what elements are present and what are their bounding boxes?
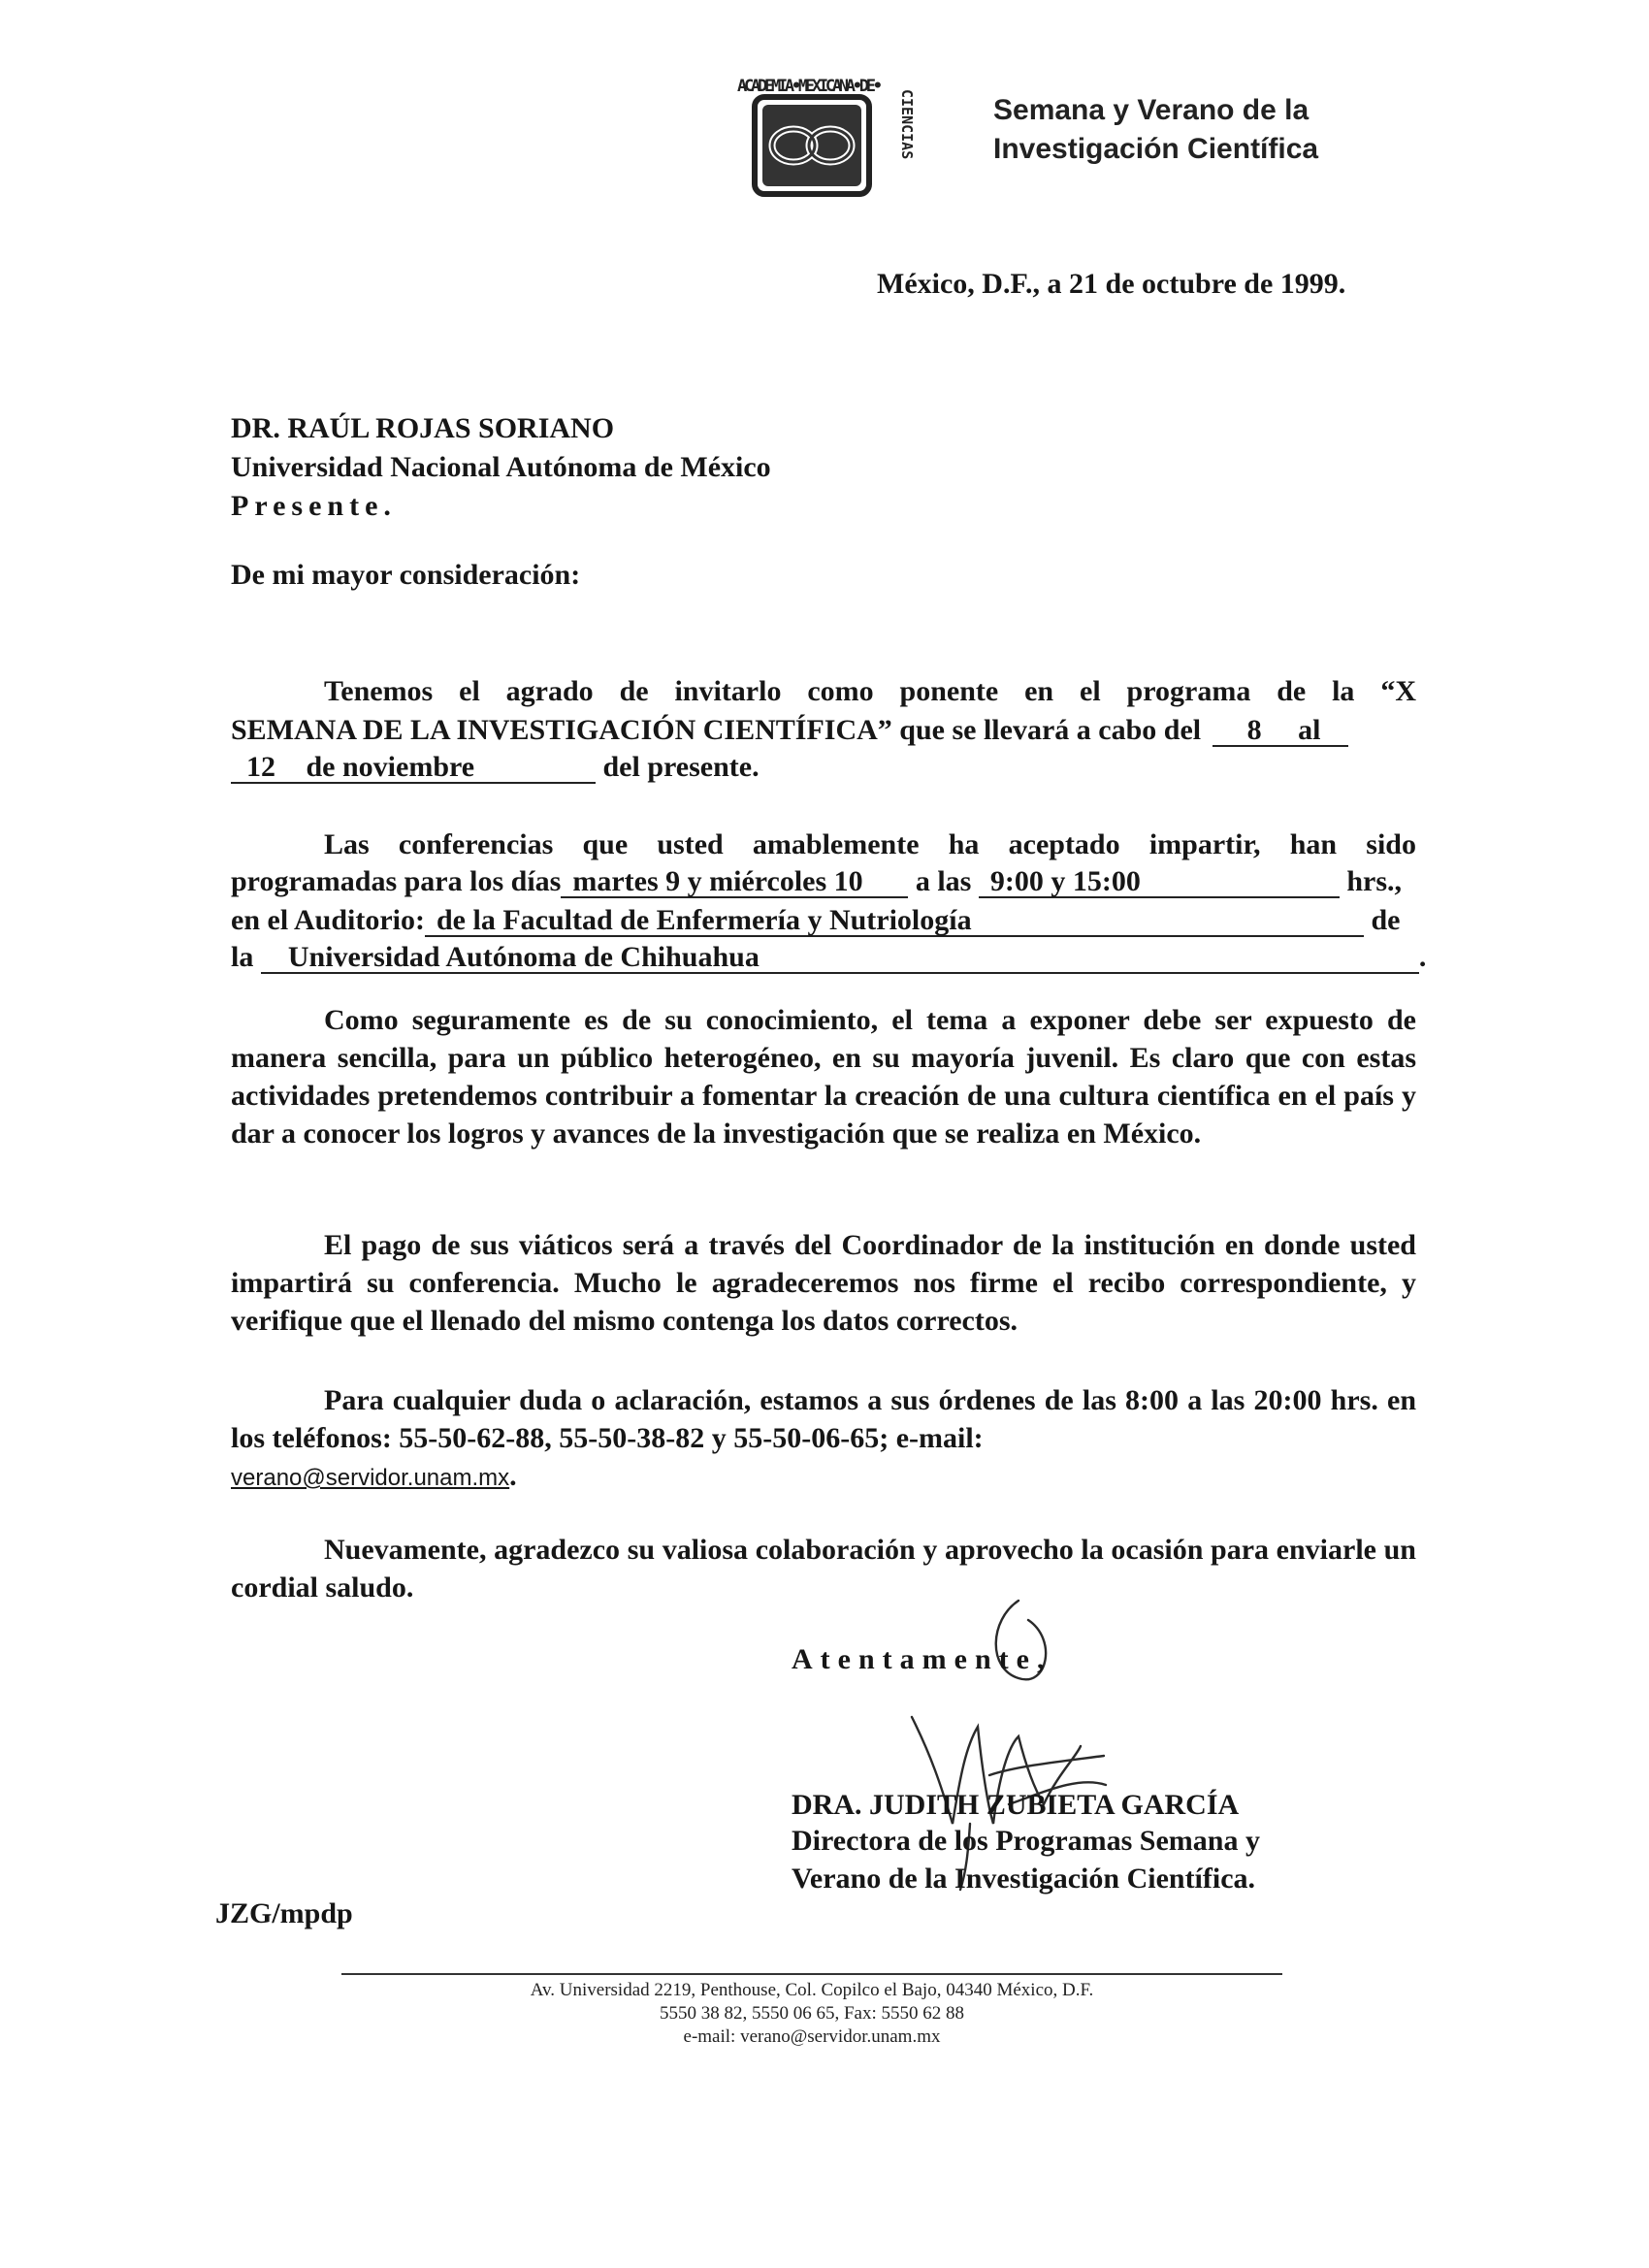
conferences-hours-tail: hrs., (1346, 865, 1403, 897)
program-title-line2: Investigación Científica (993, 133, 1319, 165)
paragraph-thanks: Nuevamente, agradezco su valiosa colaboración y aprovecho la ocasión para enviarle un cordial saludo. (231, 1534, 1416, 1604)
invitation-line1 (231, 675, 1416, 708)
closing: Atentamente, (792, 1643, 1052, 1675)
conferences-hours-lead: a las (915, 865, 972, 897)
paragraph-contact (231, 1381, 1416, 1497)
signer-title-line1: Directora de los Programas Semana y (792, 1825, 1260, 1857)
conferences-days-field (561, 867, 908, 898)
invitation-line1-text: Tenemos el agrado de invitarlo como ponente en el programa de la “X (324, 675, 1416, 707)
contact-text: Para cualquier duda o aclaración, estamos a sus órdenes de las 8:00 a las 20:00 hrs. en los teléfonos: 55-50-62-88, 55-50-38-82 y 55-50-06-65; e-mail: (231, 1384, 1416, 1454)
conferences-days-line (231, 865, 1416, 898)
program-title (993, 91, 1439, 169)
footer-address: Av. Universidad 2219, Penthouse, Col. Copilco el Bajo, 04340 México, D.F. (530, 1980, 1094, 2000)
conferences-line1 (231, 828, 1416, 861)
paragraph-conduct: Como seguramente es de su conocimiento, el tema a exponer debe ser expuesto de manera sencilla, para un público heterogéneo, en su mayoría juvenil. Es claro que con estas actividades pretendemos contribuir a fomentar la creación de una cultura científica en el país y dar a conocer los logros y avances de la investigación que se realiza en México. (231, 1004, 1416, 1150)
invitation-line3 (231, 751, 1416, 784)
footer-divider (341, 1973, 1282, 1975)
conferences-university-tail: . (1418, 941, 1427, 973)
invitation-tail: del presente. (602, 751, 760, 783)
svg-text:CIENCIAS: CIENCIAS (898, 89, 916, 160)
contact-email-tail: . (509, 1460, 517, 1492)
salutation: De mi mayor consideración: (231, 559, 581, 591)
signer-name: DRA. JUDITH ZUBIETA GARCÍA (792, 1789, 1240, 1821)
conferences-line1-text: Las conferencias que usted amablemente ha aceptado impartir, han sido (324, 828, 1416, 860)
conferences-auditorium-tail: de (1371, 904, 1401, 936)
svg-text:ACADEMIA•MEXICANA•DE•: ACADEMIA•MEXICANA•DE• (737, 77, 883, 96)
conferences-university-lead: la (231, 941, 254, 973)
invitation-line2-text: SEMANA DE LA INVESTIGACIÓN CIENTÍFICA” que se llevará a cabo del (231, 714, 1202, 746)
footer-phones: 5550 38 82, 5550 06 65, Fax: 5550 62 88 (659, 2003, 965, 2024)
signer-title-line2: Verano de la Investigación Científica. (792, 1863, 1256, 1895)
program-title-line1: Semana y Verano de la (993, 94, 1310, 126)
conferences-auditorium-lead: en el Auditorio: (231, 904, 425, 936)
reference-initials: JZG/mpdp (215, 1897, 353, 1929)
invitation-to-day: 12 (246, 751, 275, 783)
conferences-auditorium-value: de la Facultad de Enfermería y Nutriología (436, 904, 972, 936)
invitation-from-day-field (1212, 716, 1348, 747)
addressee-institution: Universidad Nacional Autónoma de México (231, 451, 771, 483)
addressee-presente: Presente. (231, 490, 397, 522)
footer-email: e-mail: verano@servidor.unam.mx (683, 2026, 941, 2047)
paragraph-voucher: El pago de sus viáticos será a través del Coordinador de la institución en donde usted impartirá su conferencia. Mucho le agradeceremos nos firme el recibo correspondiente, y verifique que el llenado del mismo contenga los datos correctos. (231, 1229, 1416, 1337)
invitation-from-day: 8 (1246, 714, 1262, 746)
addressee-name: DR. RAÚL ROJAS SORIANO (231, 412, 615, 444)
conferences-university-value: Universidad Autónoma de Chihuahua (287, 941, 760, 973)
invitation-month: de noviembre (306, 751, 475, 783)
conferences-auditorium-line (231, 904, 1416, 937)
conferences-days-value: martes 9 y miércoles 10 (572, 865, 863, 897)
invitation-end-date-field (231, 753, 596, 784)
conferences-days-lead: programadas para los días (231, 865, 562, 897)
conferences-university-field (261, 943, 1419, 974)
date-line: México, D.F., a 21 de octubre de 1999. (877, 268, 1346, 300)
conferences-university-line (231, 941, 1427, 974)
conferences-hours-field (979, 867, 1340, 898)
invitation-to-word: al (1298, 714, 1321, 746)
conferences-auditorium-field (425, 906, 1364, 937)
invitation-line2 (231, 714, 1416, 747)
academy-logo (718, 70, 933, 200)
conferences-hours-value: 9:00 y 15:00 (989, 865, 1141, 897)
contact-email-link[interactable]: verano@servidor.unam.mx (231, 1465, 510, 1491)
